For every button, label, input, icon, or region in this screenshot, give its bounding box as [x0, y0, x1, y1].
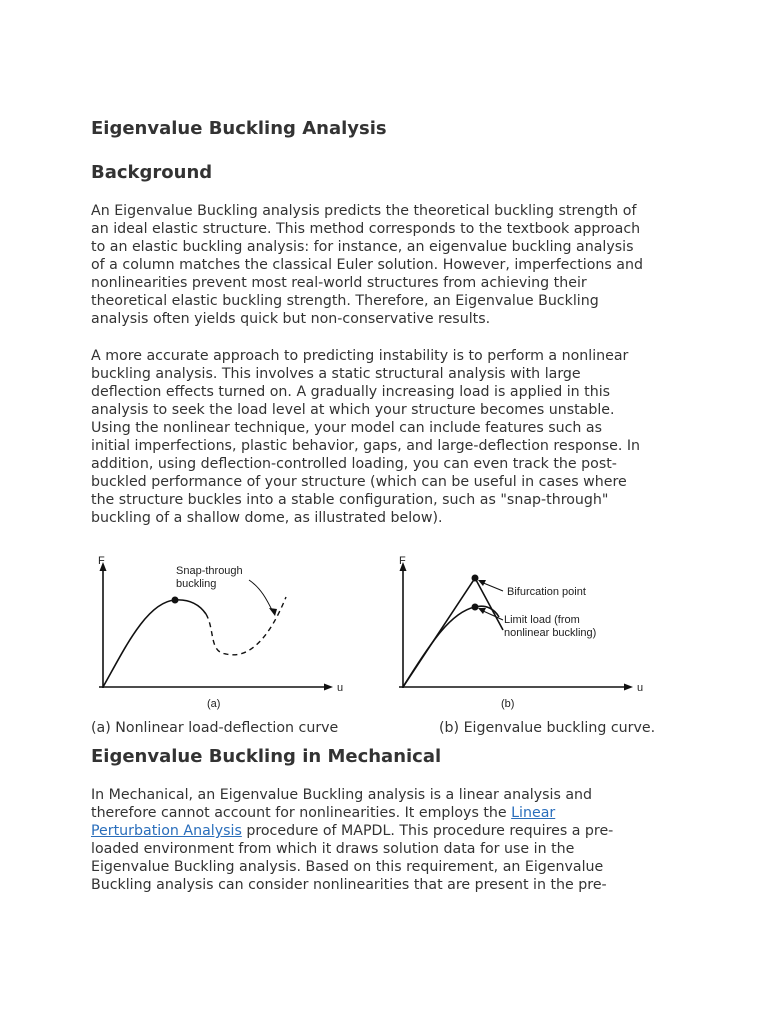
figure-b-caption: (b) Eigenvalue buckling curve.: [439, 720, 656, 736]
text-line: In Mechanical, an Eigenvalue Buckling analysis is a linear analysis and: [91, 787, 593, 803]
text-line: loaded environment from which it draws solution data for use in the: [91, 841, 575, 857]
paragraph-background-1: [91, 202, 691, 328]
bifurcation-label: Bifurcation point: [507, 586, 586, 598]
snap-through-label-line2: buckling: [176, 578, 217, 590]
text-line: Eigenvalue Buckling analysis. Based on this requirement, an Eigenvalue: [91, 859, 604, 875]
snap-through-label-line1: Snap-through: [176, 565, 243, 577]
figure-a-diagram: [91, 552, 344, 712]
annotation-leader: [249, 580, 273, 612]
x-axis-label: u: [637, 682, 644, 694]
text-fragment: therefore cannot account for nonlinearities. It employs the: [91, 805, 512, 821]
limit-load-marker: [472, 604, 479, 611]
page-title: Eigenvalue Buckling Analysis: [91, 118, 387, 139]
paragraph-background-2: [91, 347, 691, 527]
load-curve-solid: [103, 600, 206, 687]
text-fragment: procedure of MAPDL. This procedure requires a pre-: [241, 823, 614, 839]
annotation-arrowhead: [269, 608, 277, 616]
text-line: Buckling analysis can consider nonlinearities that are present in the pre-: [91, 877, 607, 893]
text-line: A more accurate approach to predicting instability is to perform a nonlinear: [91, 348, 629, 364]
limit-load-arrowhead: [478, 608, 486, 614]
nonlinear-curve: [403, 606, 499, 687]
y-axis-label: F: [98, 555, 105, 567]
text-line: [91, 822, 691, 840]
x-axis-label: u: [337, 682, 344, 694]
text-line: An Eigenvalue Buckling analysis predicts the theoretical buckling strength of: [91, 203, 637, 219]
figure-a-caption: (a) Nonlinear load-deflection curve: [91, 720, 339, 736]
text-line: buckling analysis. This involves a static structural analysis with large: [91, 366, 581, 382]
figure-a-label: (a): [207, 698, 221, 710]
paragraph-mechanical: [91, 786, 691, 894]
text-line: to an elastic buckling analysis: for instance, an eigenvalue buckling analysis: [91, 239, 634, 255]
section-heading-background: Background: [91, 162, 213, 183]
text-line: initial imperfections, plastic behavior, gaps, and large-deflection response. In: [91, 438, 641, 454]
text-line: [91, 804, 691, 822]
limit-load-label-line1: Limit load (from: [504, 614, 580, 626]
text-line: the structure buckles into a stable configuration, such as "snap-through": [91, 492, 609, 508]
figure-snap-through: [91, 552, 344, 712]
x-axis-arrow: [324, 684, 333, 691]
text-line: buckling of a shallow dome, as illustrated below).: [91, 510, 443, 526]
text-line: Using the nonlinear technique, your model can include features such as: [91, 420, 602, 436]
figure-b-diagram: [391, 552, 651, 712]
text-line: analysis often yields quick but non-conservative results.: [91, 311, 491, 327]
text-line: addition, using deflection-controlled loading, you can even track the post-: [91, 456, 617, 472]
text-line: deflection effects turned on. A gradually increasing load is applied in this: [91, 384, 611, 400]
text-line: analysis to seek the load level at which your structure becomes unstable.: [91, 402, 615, 418]
figure-b-label: (b): [501, 698, 515, 710]
text-line: an ideal elastic structure. This method corresponds to the textbook approach: [91, 221, 641, 237]
text-line: theoretical elastic buckling strength. Therefore, an Eigenvalue Buckling: [91, 293, 599, 309]
linear-perturbation-link-continued[interactable]: Perturbation Analysis: [91, 823, 242, 839]
text-line: of a column matches the classical Euler solution. However, imperfections and: [91, 257, 643, 273]
bifurcation-point-marker: [472, 575, 479, 582]
limit-load-label-line2: nonlinear buckling): [504, 627, 597, 639]
y-axis-label: F: [399, 555, 406, 567]
linear-curve: [403, 578, 503, 687]
load-curve-dashed: [206, 597, 286, 655]
x-axis-arrow: [624, 684, 633, 691]
critical-point-marker: [172, 597, 179, 604]
linear-perturbation-link[interactable]: Linear: [511, 805, 556, 821]
section-heading-mechanical: Eigenvalue Buckling in Mechanical: [91, 746, 442, 767]
text-line: buckled performance of your structure (which can be useful in cases where: [91, 474, 627, 490]
text-line: nonlinearities prevent most real-world structures from achieving their: [91, 275, 587, 291]
figure-eigenvalue-buckling: [391, 552, 644, 712]
limit-load-leader: [481, 610, 503, 620]
